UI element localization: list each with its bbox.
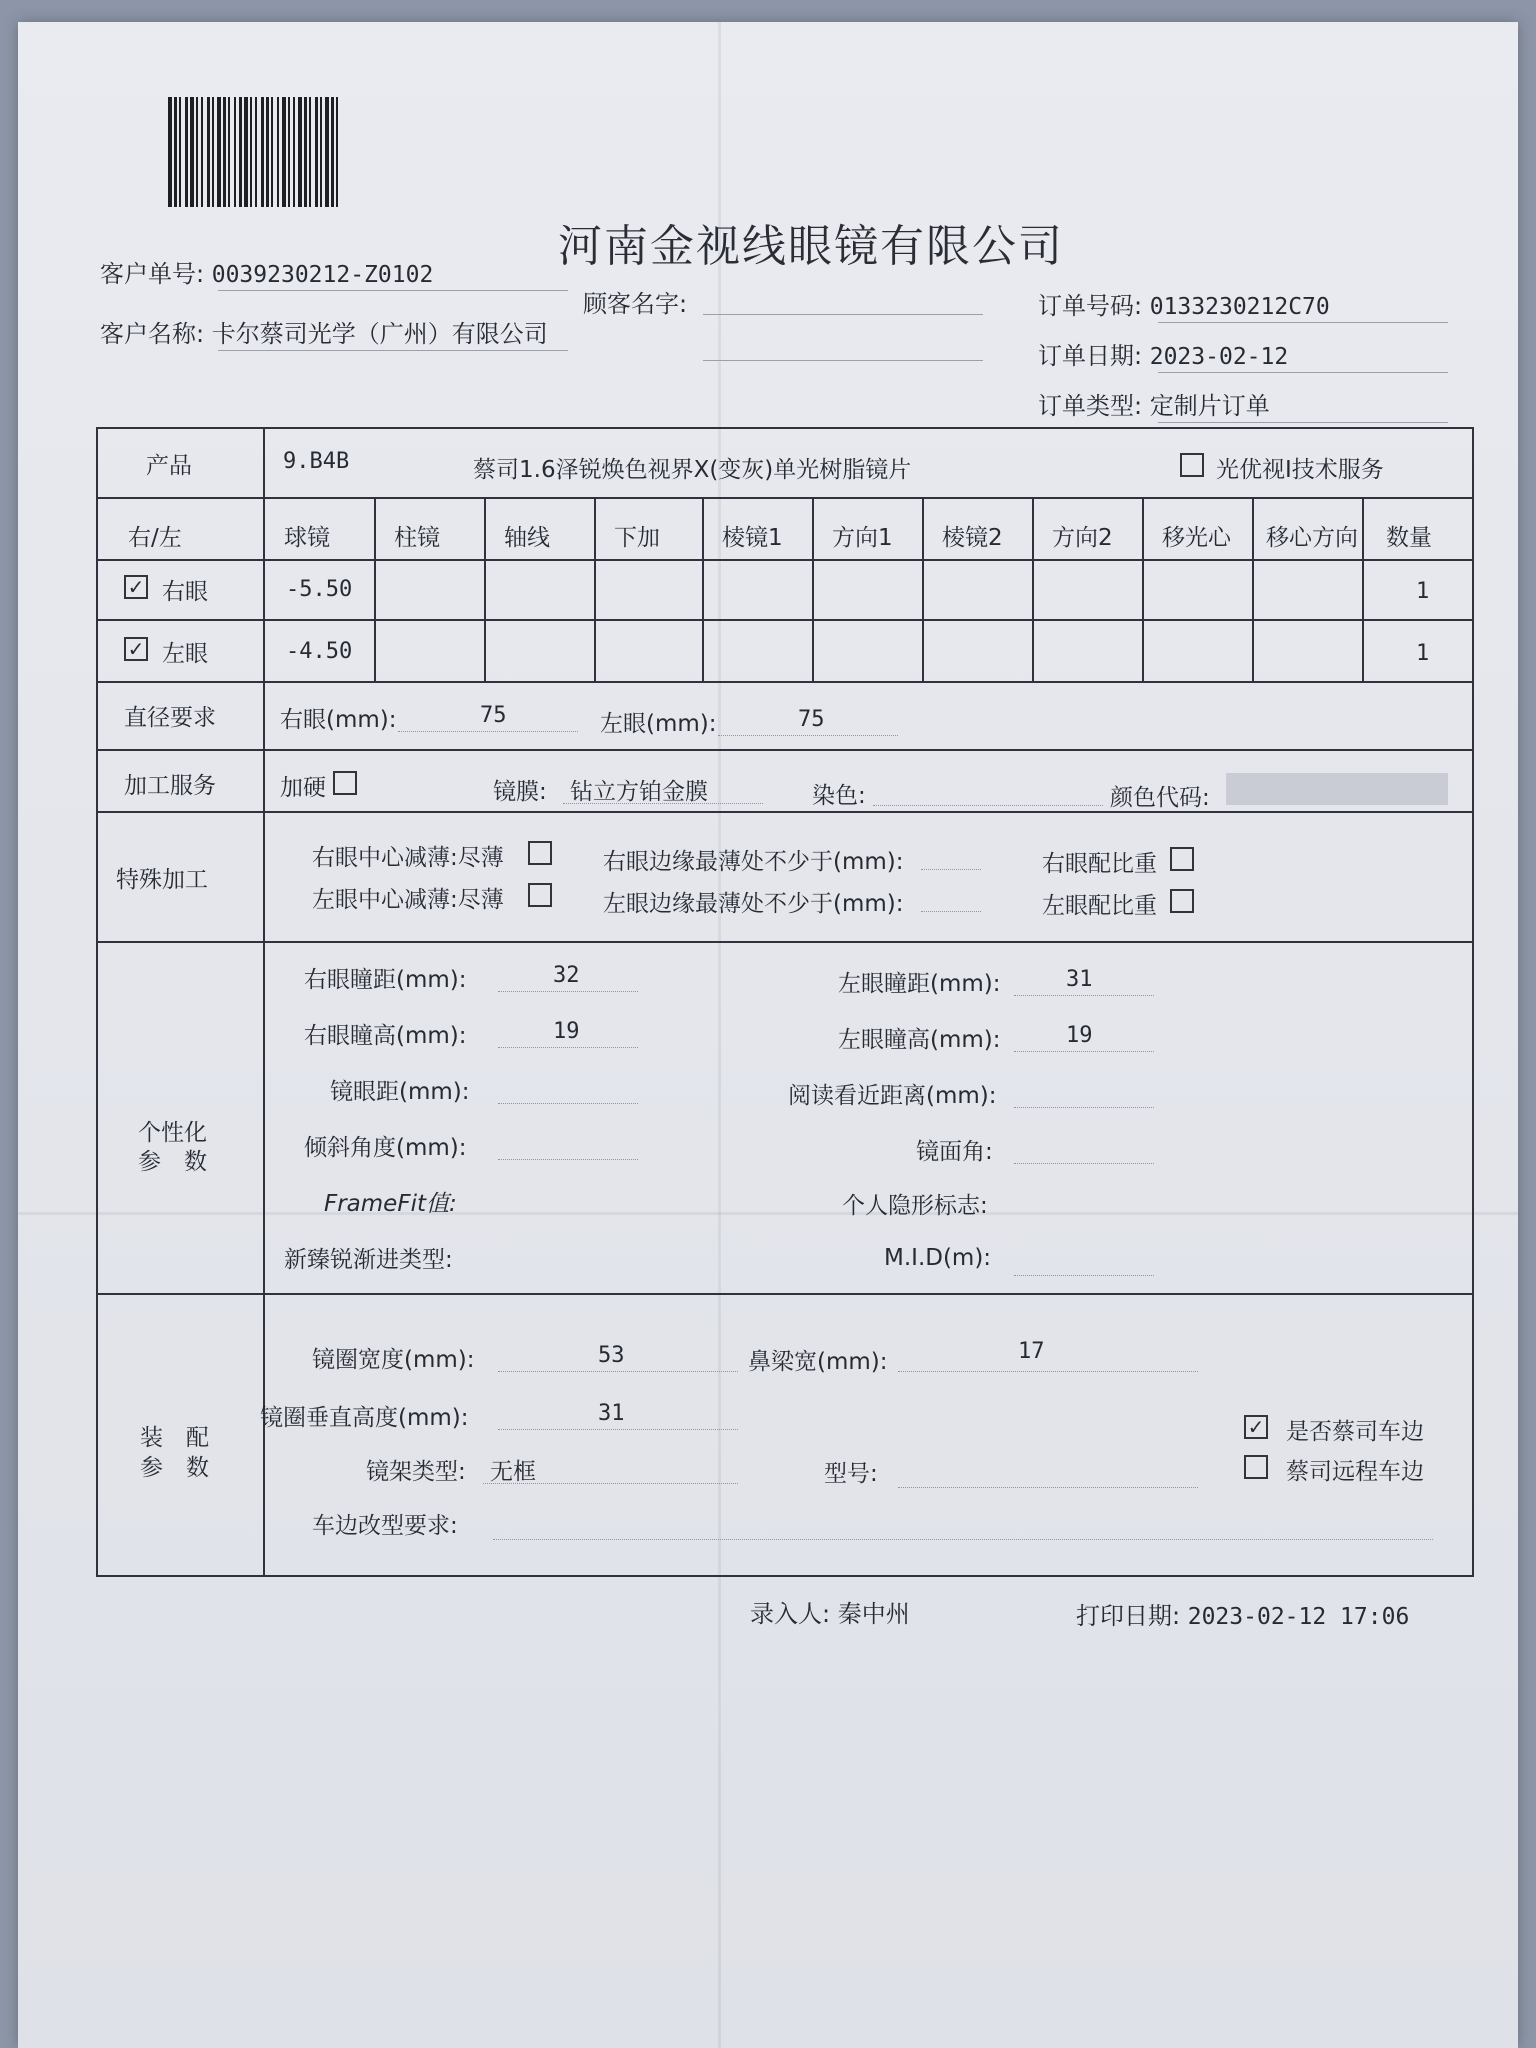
vertex-label: 镜眼距(mm): [330, 1079, 470, 1105]
barcode-bar [196, 97, 198, 207]
company-title: 河南金视线眼镜有限公司 [558, 221, 1064, 272]
underline [1158, 372, 1448, 373]
print-date-label: 打印日期: [1076, 1602, 1181, 1630]
tint-blank [873, 805, 1103, 806]
left-edge-blank [921, 911, 981, 912]
barcode-bar [309, 97, 311, 207]
service-label: 光优视I技术服务 [1216, 457, 1384, 483]
model-label: 型号: [824, 1461, 878, 1487]
coating-label: 镜膜: [493, 779, 547, 805]
frame-type-value: 无框 [490, 1459, 536, 1485]
barcode-bar [336, 97, 338, 207]
underline [898, 1371, 1198, 1372]
order-table [96, 427, 1474, 1577]
left-weight-label: 左眼配比重 [1042, 893, 1157, 919]
left-eye-checkbox[interactable]: ✓ [124, 637, 148, 661]
right-eye-label: 右眼 [162, 579, 208, 605]
bridge-label: 鼻梁宽(mm): [748, 1349, 888, 1375]
barcode-bar [201, 97, 203, 207]
barcode-bar [234, 97, 236, 207]
order-date-label: 订单日期: [1038, 342, 1143, 370]
special-label: 特殊加工 [116, 867, 208, 893]
barcode-bar [168, 97, 172, 207]
underline [1158, 422, 1448, 423]
remote-edge-label: 蔡司远程车边 [1286, 1459, 1424, 1485]
mid-label: M.I.D(m): [884, 1245, 992, 1271]
left-qty-value: 1 [1416, 641, 1430, 666]
col-divider [594, 497, 596, 681]
underline [483, 1483, 738, 1484]
barcode-bar [266, 97, 269, 207]
col-divider [374, 497, 376, 681]
col-divider [922, 497, 924, 681]
right-weight-checkbox[interactable] [1170, 847, 1194, 871]
right-weight-label: 右眼配比重 [1042, 851, 1157, 877]
reading-blank [1014, 1107, 1154, 1108]
bridge-value: 17 [1018, 1339, 1045, 1364]
zeiss-edge-checkbox[interactable]: ✓ [1244, 1415, 1268, 1439]
assembly-label-line2: 参 数 [140, 1455, 209, 1481]
personal-label-line1: 个性化 [138, 1120, 207, 1146]
color-code-label: 颜色代码: [1110, 785, 1210, 811]
edge-mod-label: 车边改型要求: [312, 1513, 458, 1539]
barcode-bar [190, 97, 194, 207]
barcode [168, 97, 478, 207]
customer-no-value: 0039230212-Z0102 [211, 262, 434, 288]
assembly-label-line1: 装 配 [140, 1425, 209, 1451]
barcode-bar [212, 97, 214, 207]
right-qty-value: 1 [1416, 579, 1430, 604]
order-no-field [1038, 286, 1330, 321]
barcode-bar [185, 97, 188, 207]
diameter-label: 直径要求 [124, 705, 216, 731]
customer-no-label: 客户单号: [100, 260, 205, 288]
r-pd-value: 32 [553, 963, 580, 988]
harden-checkbox[interactable] [333, 771, 357, 795]
barcode-bar [250, 97, 252, 207]
l-pd-label: 左眼瞳距(mm): [838, 971, 1001, 997]
right-thin-label: 右眼中心减薄:尽薄 [312, 845, 504, 871]
reading-label: 阅读看近距离(mm): [788, 1083, 997, 1109]
lens-header-cell: 棱镜2 [942, 525, 1003, 551]
row-divider [98, 559, 1472, 561]
rim-height-value: 31 [598, 1401, 625, 1426]
underline [218, 290, 568, 291]
diameter-left-value: 75 [798, 707, 825, 732]
row-divider [98, 941, 1472, 943]
lens-header-cell: 方向1 [832, 525, 893, 551]
underline [563, 803, 763, 804]
entered-by-field [750, 1594, 910, 1629]
right-edge-blank [921, 869, 981, 870]
left-eye-label: 左眼 [162, 641, 208, 667]
row-divider [98, 619, 1472, 621]
lens-header-cell: 棱镜1 [722, 525, 783, 551]
vertex-blank [498, 1103, 638, 1104]
diameter-right-value: 75 [480, 703, 507, 728]
customer-name-value: 卡尔蔡司光学（广州）有限公司 [211, 320, 548, 348]
customer-name-label: 客户名称: [100, 320, 205, 348]
customer-name-field [100, 314, 548, 349]
color-code-redacted [1226, 773, 1448, 805]
harden-label: 加硬 [280, 775, 326, 801]
underline [498, 991, 638, 992]
barcode-bar [282, 97, 286, 207]
barcode-bar [304, 97, 307, 207]
product-name: 蔡司1.6泽锐焕色视界X(变灰)单光树脂镜片 [473, 457, 912, 483]
barcode-bar [271, 97, 273, 207]
left-edge-label: 左眼边缘最薄处不少于(mm): [603, 891, 904, 917]
right-eye-checkbox[interactable]: ✓ [124, 575, 148, 599]
l-pd-value: 31 [1066, 967, 1093, 992]
col-divider [1362, 497, 1364, 681]
lens-header-cell: 移光心 [1162, 525, 1231, 551]
right-sph-value: -5.50 [286, 577, 353, 602]
progressive-label: 新臻锐渐进类型: [284, 1247, 453, 1273]
col-divider [484, 497, 486, 681]
framefit-label: FrameFit值: [324, 1191, 457, 1217]
barcode-bar [293, 97, 295, 207]
row-divider [98, 749, 1472, 751]
underline [498, 1371, 738, 1372]
entered-by-label: 录入人: [750, 1600, 831, 1628]
lens-header-cell: 轴线 [504, 525, 550, 551]
barcode-bar [228, 97, 230, 207]
tilt-blank [498, 1159, 638, 1160]
barcode-bar [207, 97, 210, 207]
lens-header-cell: 柱镜 [394, 525, 440, 551]
barcode-bar [277, 97, 279, 207]
service-checkbox[interactable] [1180, 453, 1204, 477]
underline [1014, 995, 1154, 996]
underline [498, 1047, 638, 1048]
col-divider [1032, 497, 1034, 681]
product-label: 产品 [146, 453, 192, 479]
tint-label: 染色: [812, 783, 866, 809]
barcode-bar [298, 97, 302, 207]
barcode-bar [244, 97, 248, 207]
coating-value: 钻立方铂金膜 [570, 779, 708, 805]
order-sheet [18, 22, 1518, 2048]
frame-type-label: 镜架类型: [366, 1459, 466, 1485]
r-ph-label: 右眼瞳高(mm): [304, 1023, 467, 1049]
product-code: 9.B4B [283, 449, 350, 474]
diameter-left-label: 左眼(mm): [600, 711, 717, 737]
right-edge-label: 右眼边缘最薄处不少于(mm): [603, 849, 904, 875]
mid-blank [1014, 1275, 1154, 1276]
col-divider [812, 497, 814, 681]
col-divider [702, 497, 704, 681]
rim-width-label: 镜圈宽度(mm): [312, 1347, 475, 1373]
barcode-bar [217, 97, 221, 207]
lens-header-cell: 右/左 [128, 525, 182, 551]
lens-header-cell: 球镜 [284, 525, 330, 551]
diameter-right-label: 右眼(mm): [280, 707, 397, 733]
barcode-bar [331, 97, 334, 207]
barcode-bar [179, 97, 181, 207]
left-weight-checkbox[interactable] [1170, 889, 1194, 913]
lens-header-cell: 下加 [614, 525, 660, 551]
wrap-label: 镜面角: [916, 1139, 993, 1165]
col-divider [1142, 497, 1144, 681]
l-ph-label: 左眼瞳高(mm): [838, 1027, 1001, 1053]
barcode-bar [223, 97, 226, 207]
order-type-field [1038, 386, 1270, 421]
underline [1014, 1051, 1154, 1052]
order-type-label: 订单类型: [1038, 392, 1143, 420]
lens-header-cell: 方向2 [1052, 525, 1113, 551]
right-thin-checkbox[interactable] [528, 841, 552, 865]
tilt-label: 倾斜角度(mm): [304, 1135, 467, 1161]
zeiss-edge-label: 是否蔡司车边 [1286, 1419, 1424, 1445]
barcode-bar [174, 97, 177, 207]
underline [703, 360, 983, 361]
barcode-bar [255, 97, 257, 207]
r-ph-value: 19 [553, 1019, 580, 1044]
remote-edge-checkbox[interactable] [1244, 1455, 1268, 1479]
barcode-bar [320, 97, 322, 207]
r-pd-label: 右眼瞳距(mm): [304, 967, 467, 993]
row-divider [98, 497, 1472, 499]
barcode-bar [325, 97, 329, 207]
edge-mod-blank [493, 1539, 1433, 1540]
order-date-field [1038, 336, 1288, 371]
customer-no-field [100, 254, 433, 289]
print-date-field [1076, 1596, 1409, 1631]
row-divider [98, 681, 1472, 683]
barcode-bar [239, 97, 242, 207]
lens-header-cell: 数量 [1386, 525, 1432, 551]
underline [1158, 322, 1448, 323]
l-ph-value: 19 [1066, 1023, 1093, 1048]
print-date-value: 2023-02-12 17:06 [1187, 1604, 1410, 1630]
row-divider [98, 811, 1472, 813]
underline [718, 735, 898, 736]
wrap-blank [1014, 1163, 1154, 1164]
barcode-bar [288, 97, 290, 207]
underline [398, 731, 578, 732]
lens-header-cell: 移心方向 [1266, 525, 1358, 551]
entered-by-value: 秦中州 [837, 1600, 910, 1628]
processing-label: 加工服务 [124, 773, 216, 799]
rim-height-label: 镜圈垂直高度(mm): [260, 1405, 469, 1431]
col-divider [1252, 497, 1254, 681]
order-date-value: 2023-02-12 [1149, 344, 1289, 370]
barcode-bar [261, 97, 264, 207]
rim-width-value: 53 [598, 1343, 625, 1368]
row-divider [98, 1293, 1472, 1295]
personal-label-line2: 参 数 [138, 1149, 207, 1175]
client-name-blank [703, 314, 983, 315]
model-blank [898, 1487, 1198, 1488]
underline [218, 350, 568, 351]
barcode-bar [315, 97, 318, 207]
left-sph-value: -4.50 [286, 639, 353, 664]
engrave-label: 个人隐形标志: [842, 1193, 988, 1219]
order-no-value: 0133230212C70 [1149, 294, 1330, 320]
order-no-label: 订单号码: [1038, 292, 1143, 320]
underline [498, 1429, 738, 1430]
left-thin-checkbox[interactable] [528, 883, 552, 907]
client-name-label: 顾客名字: [583, 290, 688, 318]
left-thin-label: 左眼中心减薄:尽薄 [312, 887, 504, 913]
order-type-value: 定制片订单 [1149, 392, 1270, 420]
